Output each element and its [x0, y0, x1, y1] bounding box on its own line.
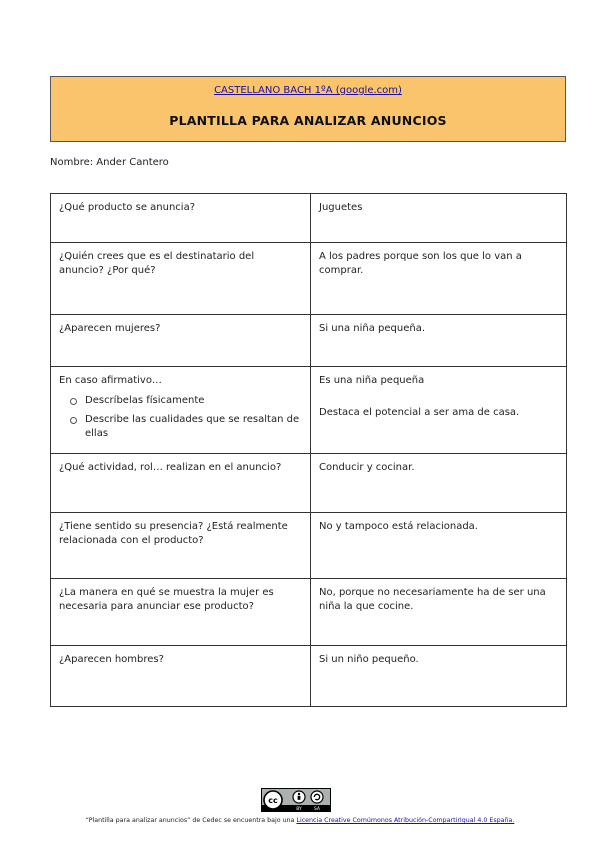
- sub-question-list: [59, 394, 302, 441]
- answer-cell: [311, 367, 567, 454]
- license-prefix: “Plantilla para analizar anuncios” de Cedec se encuentra bajo una: [85, 817, 295, 824]
- answer-cell: Si un niño pequeño.: [311, 646, 567, 707]
- table-row: [51, 367, 567, 454]
- by-label: BY: [296, 807, 302, 811]
- question-cell: ¿Tiene sentido su presencia? ¿Está realmente relacionada con el producto?: [51, 513, 311, 579]
- question-cell: [51, 367, 311, 454]
- table-row: [51, 579, 567, 646]
- list-item: Describe las cualidades que se resaltan de ellas: [59, 413, 302, 441]
- answer-cell: A los padres porque son los que lo van a comprar.: [311, 243, 567, 315]
- question-cell: ¿Aparecen hombres?: [51, 646, 311, 707]
- license-link[interactable]: Licencia Creative Comúmonos Atribución-CompartirIgual 4.0 España.: [296, 817, 515, 824]
- list-item: Descríbelas físicamente: [59, 394, 302, 408]
- cc-by-sa-icon: [262, 789, 330, 811]
- table-row: [51, 315, 567, 367]
- answer-cell: Juguetes: [311, 194, 567, 243]
- table-row: [51, 194, 567, 243]
- table-row: [51, 243, 567, 315]
- answer-text: Destaca el potencial a ser ama de casa.: [319, 407, 520, 418]
- header-box: [50, 76, 566, 142]
- cc-license-badge[interactable]: [261, 788, 331, 812]
- table-row: [51, 513, 567, 579]
- course-link[interactable]: CASTELLANO BACH 1ºA (google.com): [214, 85, 402, 96]
- sa-label: SA: [313, 807, 321, 811]
- question-cell: ¿La manera en qué se muestra la mujer es necesaria para anunciar ese producto?: [51, 579, 311, 646]
- answer-text: Es una niña pequeña: [319, 375, 425, 386]
- table-row: [51, 646, 567, 707]
- question-cell: ¿Qué actividad, rol… realizan en el anuncio?: [51, 454, 311, 513]
- question-cell: ¿Qué producto se anuncia?: [51, 194, 311, 243]
- table-row: [51, 454, 567, 513]
- answer-cell: No, porque no necesariamente ha de ser una niña la que cocine.: [311, 579, 567, 646]
- answer-cell: Conducir y cocinar.: [311, 454, 567, 513]
- cc-label: cc: [268, 796, 278, 805]
- question-cell: ¿Quién crees que es el destinatario del anuncio? ¿Por qué?: [51, 243, 311, 315]
- question-text: En caso afirmativo…: [59, 375, 162, 386]
- answer-cell: No y tampoco está relacionada.: [311, 513, 567, 579]
- question-cell: ¿Aparecen mujeres?: [51, 315, 311, 367]
- analysis-table: [50, 193, 567, 707]
- student-name: Nombre: Ander Cantero: [50, 157, 169, 168]
- answer-cell: Si una niña pequeña.: [311, 315, 567, 367]
- license-notice: [0, 817, 600, 824]
- page-title: PLANTILLA PARA ANALIZAR ANUNCIOS: [169, 113, 447, 128]
